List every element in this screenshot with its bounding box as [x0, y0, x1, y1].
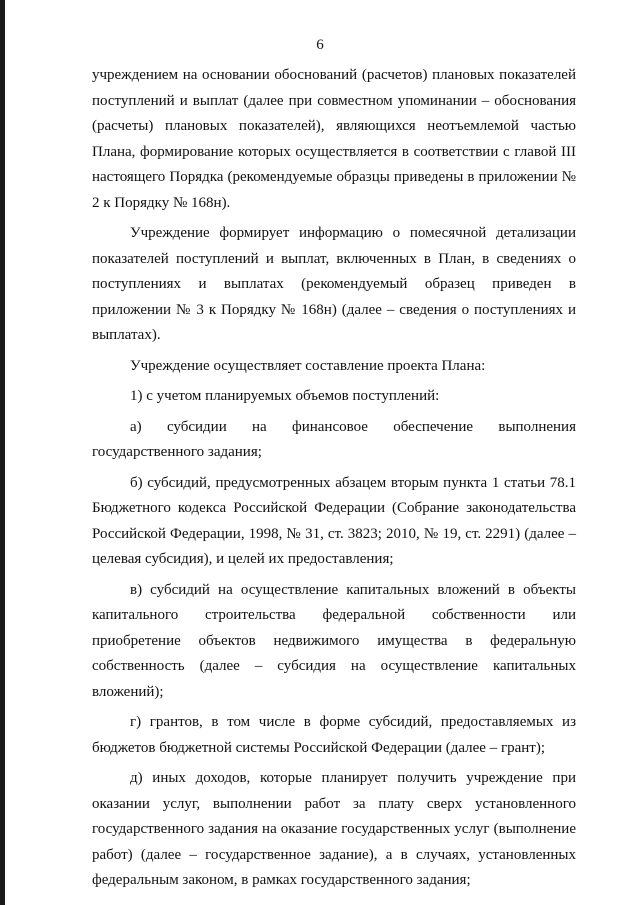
scan-page-edge [0, 0, 5, 905]
paragraph-continuation: учреждением на основании обоснований (расчетов) плановых показателей поступлений и выплат (далее при совместном упоминании – обоснования (расчеты) плановых показателей), являющихся неотъемлемой частью Плана, формирование которых осуществляется в соответствии с главой III настоящего Порядка (рекомендуемые образцы приведены в приложении № 2 к Порядку № 168н). [92, 67, 576, 211]
list-item-v: в) субсидий на осуществление капитальных вложений в объекты капитального строительства федеральной собственности или приобретение объектов недвижимого имущества в федеральную собственность (далее – субсидия на осуществление капитальных вложений); [92, 581, 576, 700]
page-number: 6 [316, 37, 324, 53]
paragraph-detailing-info: Учреждение формирует информацию о помесячной детализации показателей поступлений и выплат, включенных в План, в сведениях о поступлениях и выплатах (рекомендуемый образец приведен в приложении № 3 к Порядку № 168н) (далее – сведения о поступлениях и выплатах). [92, 225, 576, 343]
list-item-g: г) грантов, в том числе в форме субсидий, предоставляемых из бюджетов бюджетной системы Российской Федерации (далее – грант); [92, 714, 576, 756]
paragraph-plan-drafting: Учреждение осуществляет составление проекта Плана: [130, 357, 486, 374]
list-item-a: а) субсидии на финансовое обеспечение выполнения государственного задания; [92, 418, 576, 460]
list-item-d: д) иных доходов, которые планирует получить учреждение при оказании услуг, выполнении работ за плату сверх установленного государственного задания на оказание государственных услуг (выполнение работ) (далее – государственное задание), а в случаях, установленных федеральным законом, в рамках государственного задания; [92, 770, 576, 888]
document-body [92, 63, 576, 894]
list-item-b: б) субсидий, предусмотренных абзацем вторым пункта 1 статьи 78.1 Бюджетного кодекса Российской Федерации (Собрание законодательства Российской Федерации, 1998, № 31, ст. 3823; 2010, № 19, ст. 2291) (далее – целевая субсидия), и целей их предоставления; [92, 474, 576, 567]
list-item-1: 1) с учетом планируемых объемов поступлений: [130, 388, 440, 404]
